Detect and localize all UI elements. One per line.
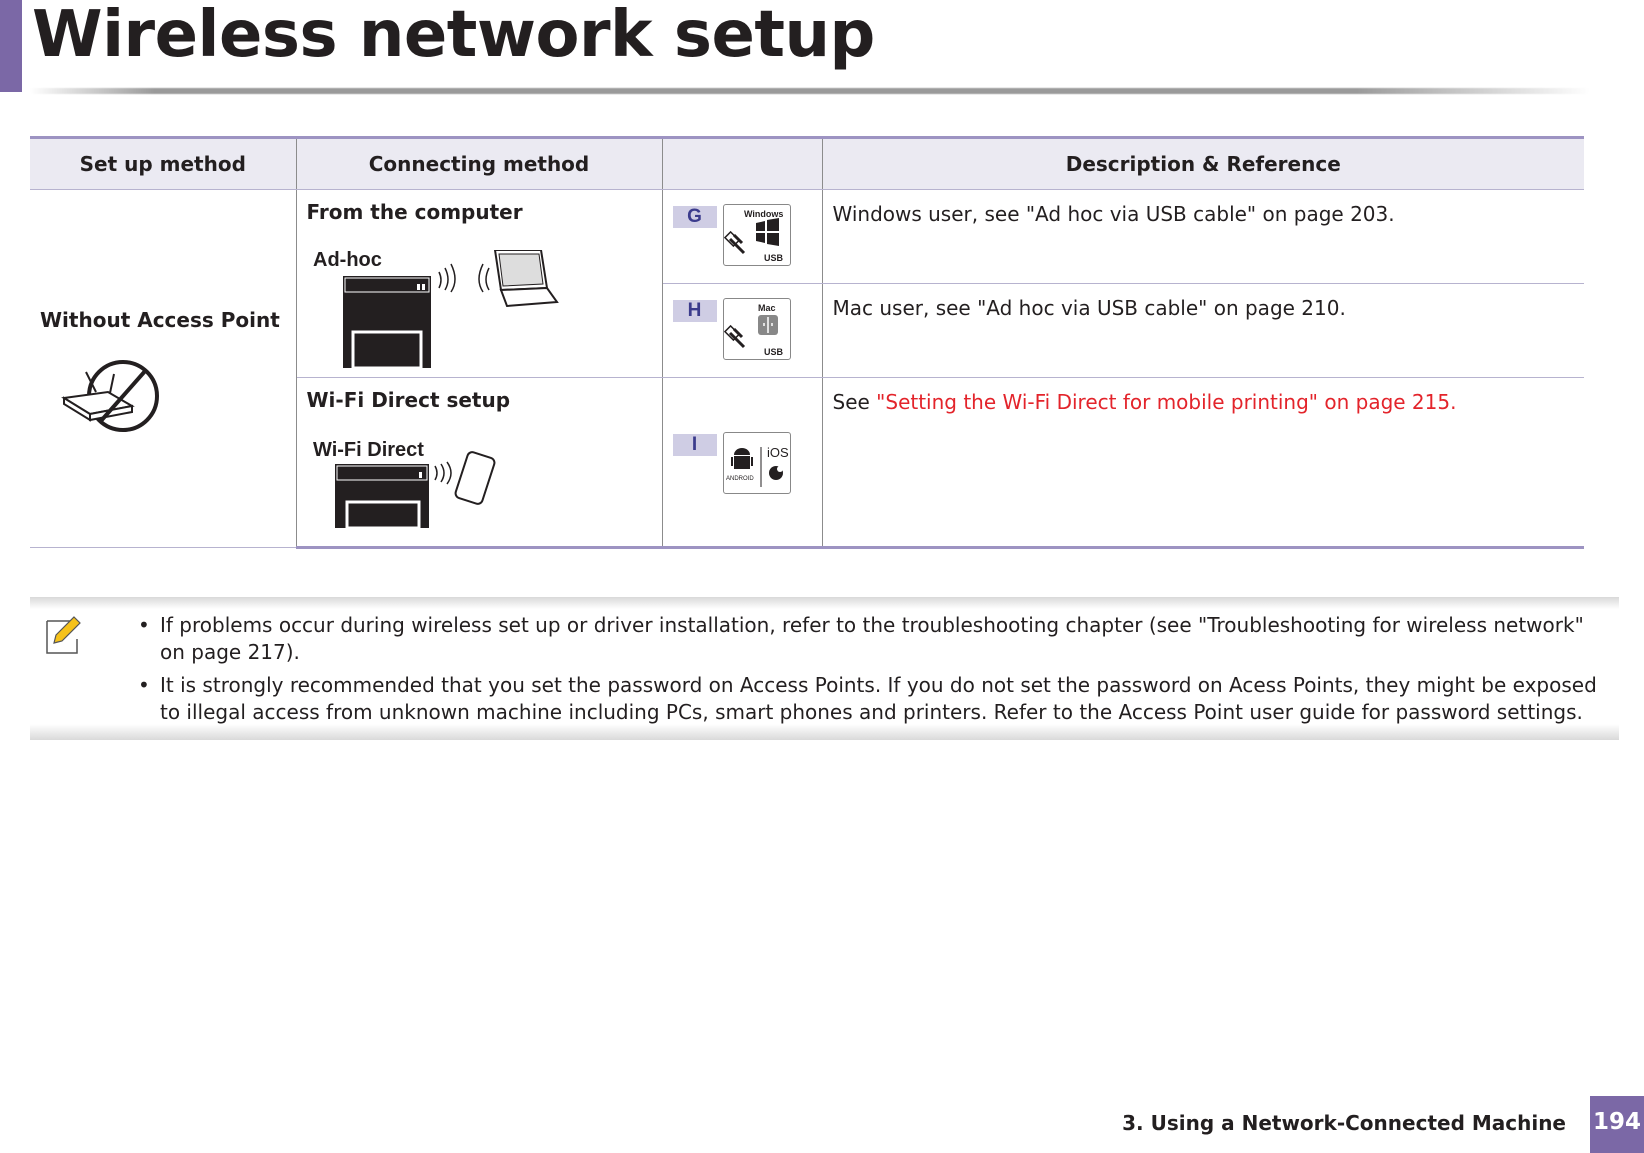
note-item: • If problems occur during wireless set up or driver installation, refer to the troubleshooting chapter (see "Troubleshooting for wireless network" on page 217). [100,612,1610,666]
windows-icon-label: Windows [743,209,783,219]
note-box [30,597,1619,740]
android-icon-label: ANDROID [725,476,754,482]
mac-icon-usb: USB [763,347,783,357]
header-setup-method: Set up method [30,138,296,190]
page-number: 194 [1590,1096,1644,1153]
description-mobile-prefix: See [832,390,877,414]
page-title: Wireless network setup [32,0,875,72]
description-cell-mobile [822,378,1584,548]
header-icon [662,138,822,190]
description-mobile-link[interactable]: "Setting the Wi-Fi Direct for mobile printing" on page 215. [876,390,1457,414]
connecting-method-wifi-direct: Wi-Fi Direct setup [306,388,511,412]
table-header-row [30,138,1584,190]
connecting-method-cell-wifi-direct [296,378,662,548]
adhoc-diagram-icon [311,250,581,368]
setup-method-name: Without Access Point [40,308,280,332]
android-ios-icon [723,432,791,494]
connecting-method-computer: From the computer [306,200,523,224]
description-mac: Mac user, see "Ad hoc via USB cable" on page 210. [832,296,1346,320]
windows-icon-usb: USB [763,253,783,263]
ios-icon-label: iOS [766,445,789,460]
icon-cell-windows [662,190,822,284]
wifi-direct-diagram-icon [311,440,511,528]
description-cell-mac [822,284,1584,378]
no-access-point-icon [46,358,162,438]
windows-usb-icon [723,204,791,266]
mac-icon-label: Mac [757,303,776,313]
footer-chapter: 3. Using a Network-Connected Machine [1122,1111,1566,1135]
wifi-direct-label: Wi-Fi Direct [312,440,424,461]
header-description: Description & Reference [822,138,1584,190]
note-item: • It is strongly recommended that you set the password on Access Points. If you do not set the password on Acess Points, they might be exposed to illegal access from unknown machine including PCs, smart phones and printers. Refer to the Access Point user guide for password settings. [100,672,1610,726]
method-badge-i: I [673,434,717,456]
note-pencil-icon [44,615,84,657]
note-list [100,612,1610,732]
title-rule [30,88,1590,94]
setup-table [30,136,1584,549]
setup-method-cell [30,190,296,548]
header-connecting-method: Connecting method [296,138,662,190]
icon-cell-mac [662,284,822,378]
icon-cell-mobile [662,378,822,548]
description-cell-windows [822,190,1584,284]
description-mobile [823,378,1585,414]
connecting-method-cell [296,190,662,378]
table-row [30,190,1584,284]
method-badge-h: H [673,300,717,322]
method-badge-g: G [673,206,717,228]
description-windows: Windows user, see "Ad hoc via USB cable" on page 203. [832,202,1395,226]
mac-usb-icon [723,298,791,360]
adhoc-label: Ad-hoc [312,250,382,271]
chapter-color-bar [0,0,22,92]
